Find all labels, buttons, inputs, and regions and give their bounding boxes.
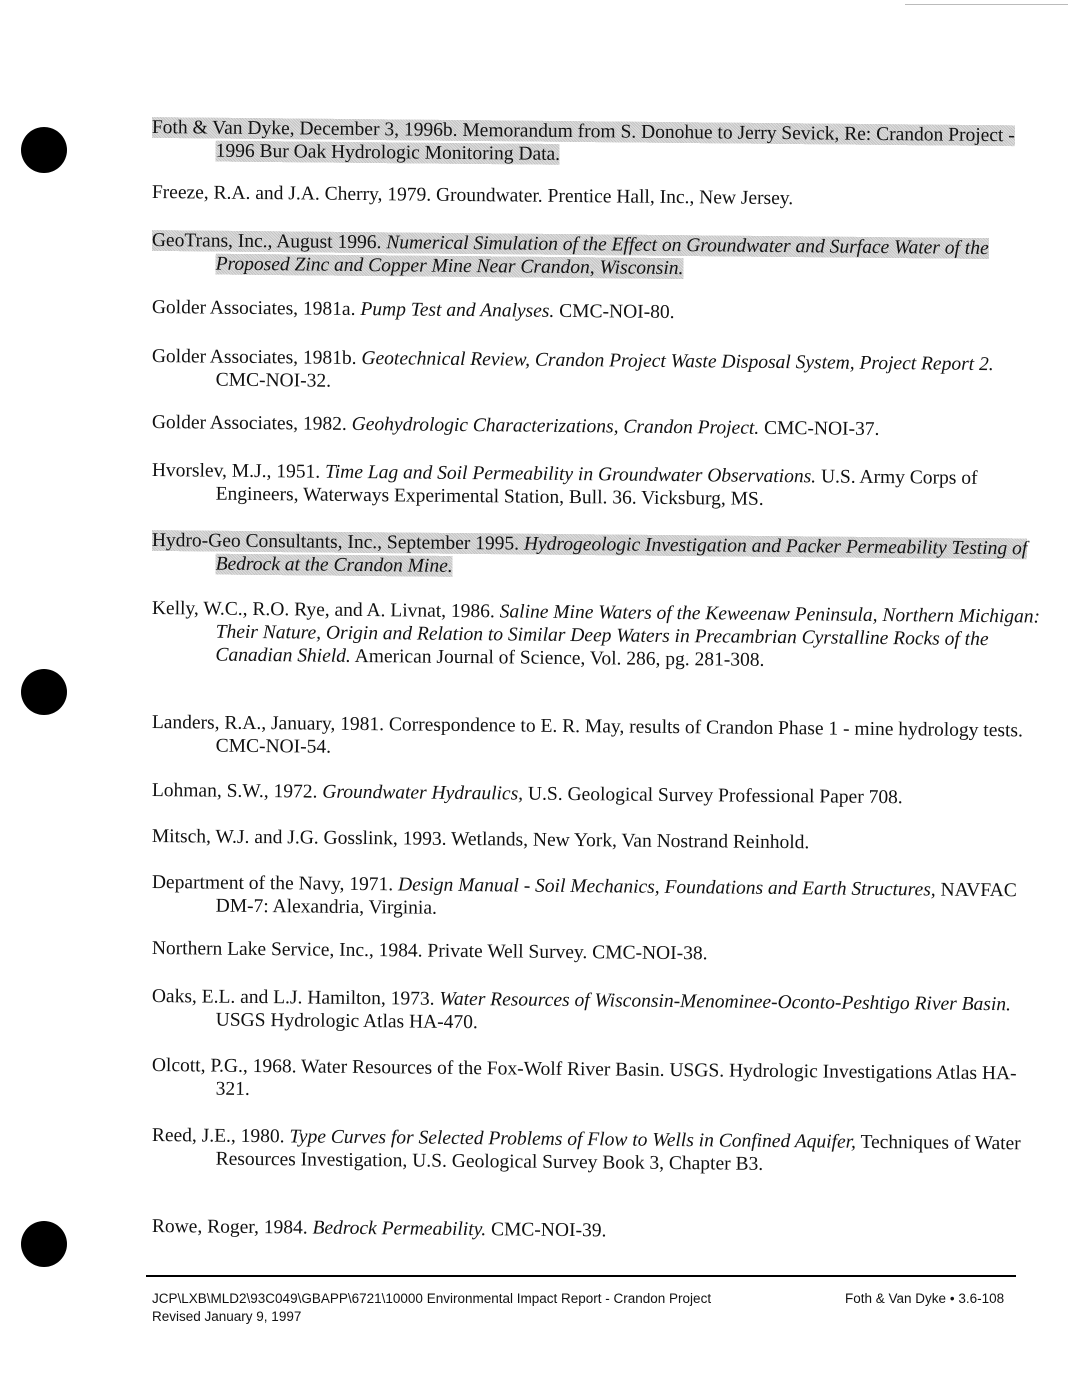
reference-details: NAVFAC DM-7: Alexandria, Virginia. [215,879,1017,919]
reference-author: Golder Associates, 1981a. [151,296,356,320]
reference-text [152,780,903,808]
footer-rule [146,1275,1016,1277]
reference-details: USGS Hydrologic Atlas HA-470. [215,1009,478,1034]
reference-text [152,117,1015,165]
reference-author: Mitsch, W.J. and J.G. Gosslink, 1993. [151,825,447,850]
reference-details: CMC-NOI-32. [215,369,332,392]
reference-author: Rowe, Roger, 1984. [151,1216,308,1239]
reference-details: U.S. Army Corps of Engineers, Waterways Experimental Station, Bull. 36. Vicksburg, MS. [215,466,978,510]
reference-author: Olcott, P.G., 1968. [151,1055,297,1078]
reference-title: Water Resources of Wisconsin-Menominee-Oconto-Peshtigo River Basin. [439,988,1012,1016]
reference-text [152,182,794,209]
reference-author: Foth & Van Dyke, December 3, 1996b. [151,116,458,141]
reference-text [152,460,978,510]
reference-title: Design Manual - Soil Mechanics, Foundations and Earth Structures, [397,874,936,901]
reference-author: Golder Associates, 1982. [151,411,347,435]
reference-text [152,412,880,440]
reference-details: Wetlands, New York, Van Nostrand Reinhold. [451,828,810,854]
reference-entry [152,985,1046,1040]
reference-entry [152,459,1046,514]
reference-details: Techniques of Water Resources Investigation, U.S. Geological Survey Book 3, Chapter B3. [215,1131,1021,1175]
reference-title: Groundwater Hydraulics, [322,781,524,805]
reference-text [152,346,994,392]
footer-right [845,1290,1004,1308]
reference-entry [152,1124,1046,1179]
reference-author: Hydro-Geo Consultants, Inc., September 1995. [151,529,520,555]
reference-text [152,986,1011,1033]
reference-author: Freeze, R.A. and J.A. Cherry, 1979. [151,181,432,206]
reference-entry [152,345,1046,400]
reference-details: American Journal of Science, Vol. 286, pg. 281-308. [354,645,765,671]
footer-left [152,1290,711,1326]
reference-entry [152,1054,1046,1109]
footer-revised: Revised January 9, 1997 [152,1309,302,1324]
reference-text [152,598,1040,671]
reference-entry [152,1215,1046,1247]
reference-text [152,712,1023,758]
binder-hole-top [21,127,67,173]
reference-title: Saline Mine Waters of the Keweenaw Peninsula, Northern Michigan: Their Nature, Origin and Relation to Similar Deep Waters in Precambrian Cyrstalline Rocks of the Canadian Shield. [215,601,1041,667]
top-edge-line [905,4,1068,5]
footer-report-title: Environmental Impact Report - Crandon Project [426,1291,712,1306]
reference-author: Kelly, W.C., R.O. Rye, and A. Livnat, 1986. [151,597,495,623]
reference-entry [152,711,1046,766]
reference-author: Landers, R.A., January, 1981. [151,711,385,736]
footer-line-1 [152,1290,711,1308]
page-number: 3.6-108 [958,1291,1005,1306]
reference-text [152,530,1028,577]
reference-author: Northern Lake Service, Inc., 1984. [151,937,423,962]
reference-author: Lohman, S.W., 1972. [151,779,318,803]
reference-text [152,1125,1021,1175]
reference-details: Water Resources of the Fox-Wolf River Basin. USGS. Hydrologic Investigations Atlas HA-321. [215,1056,1017,1100]
reference-details: CMC-NOI-39. [490,1219,607,1242]
reference-entry [152,181,1046,213]
reference-title: Geotechnical Review, Crandon Project Waste Disposal System, Project Report 2. [361,348,994,376]
reference-entry [152,296,1046,328]
bullet-separator: • [949,1291,955,1306]
reference-title: Time Lag and Soil Permeability in Groundwater Observations. [324,461,817,488]
reference-details: Correspondence to E. R. May, results of Crandon Phase 1 - mine hydrology tests. CMC-NOI-54. [215,714,1023,758]
reference-entry [152,229,1046,284]
footer-path: JCP\LXB\MLD2\93C049\GBAPP\6721\10000 [152,1291,423,1306]
reference-entry [152,116,1046,171]
reference-text [152,230,989,279]
reference-entry [152,779,1046,811]
reference-title: Numerical Simulation of the Effect on Groundwater and Surface Water of the Proposed Zinc and Copper Mine Near Crandon, Wisconsin. [215,232,989,280]
reference-author: Reed, J.E., 1980. [151,1125,285,1148]
reference-author: Hvorslev, M.J., 1951. [151,459,321,483]
reference-text [152,826,810,853]
reference-entry [152,825,1046,857]
reference-details: CMC-NOI-80. [559,300,675,324]
reference-entry [151,597,1046,675]
reference-title: Geohydrologic Characterizations, Crandon Project. [351,413,760,439]
reference-details: CMC-NOI-37. [763,417,880,440]
reference-entry [152,937,1046,969]
reference-author: GeoTrans, Inc., August 1996. [151,229,382,254]
binder-hole-middle [21,669,67,715]
reference-title: Type Curves for Selected Problems of Flow to Wells in Confined Aquifer, [289,1126,857,1153]
reference-details: Groundwater. Prentice Hall, Inc., New Jersey. [435,184,794,210]
binder-hole-bottom [21,1221,67,1267]
footer-company: Foth & Van Dyke [845,1291,947,1306]
reference-author: Golder Associates, 1981b. [151,345,357,369]
reference-text [152,1055,1017,1100]
reference-text [152,938,708,964]
reference-author: Oaks, E.L. and L.J. Hamilton, 1973. [151,985,435,1010]
reference-title: Bedrock Permeability. [312,1217,487,1241]
reference-entry [152,871,1046,926]
reference-title: Pump Test and Analyses. [360,299,555,322]
reference-text [152,1216,607,1241]
reference-title: Hydrogeologic Investigation and Packer Permeability Testing of Bedrock at the Crandon Mine. [215,533,1028,577]
reference-details: U.S. Geological Survey Professional Paper 708. [527,783,903,809]
reference-details: Private Well Survey. CMC-NOI-38. [427,940,708,965]
reference-text [152,872,1017,919]
reference-author: Department of the Navy, 1971. [151,871,394,896]
reference-text [152,297,675,323]
reference-details: Memorandum from S. Donohue to Jerry Sevick, Re: Crandon Project - 1996 Bur Oak Hydrologic Monitoring Data. [215,119,1015,165]
reference-entry [152,529,1046,584]
reference-entry [152,411,1046,443]
